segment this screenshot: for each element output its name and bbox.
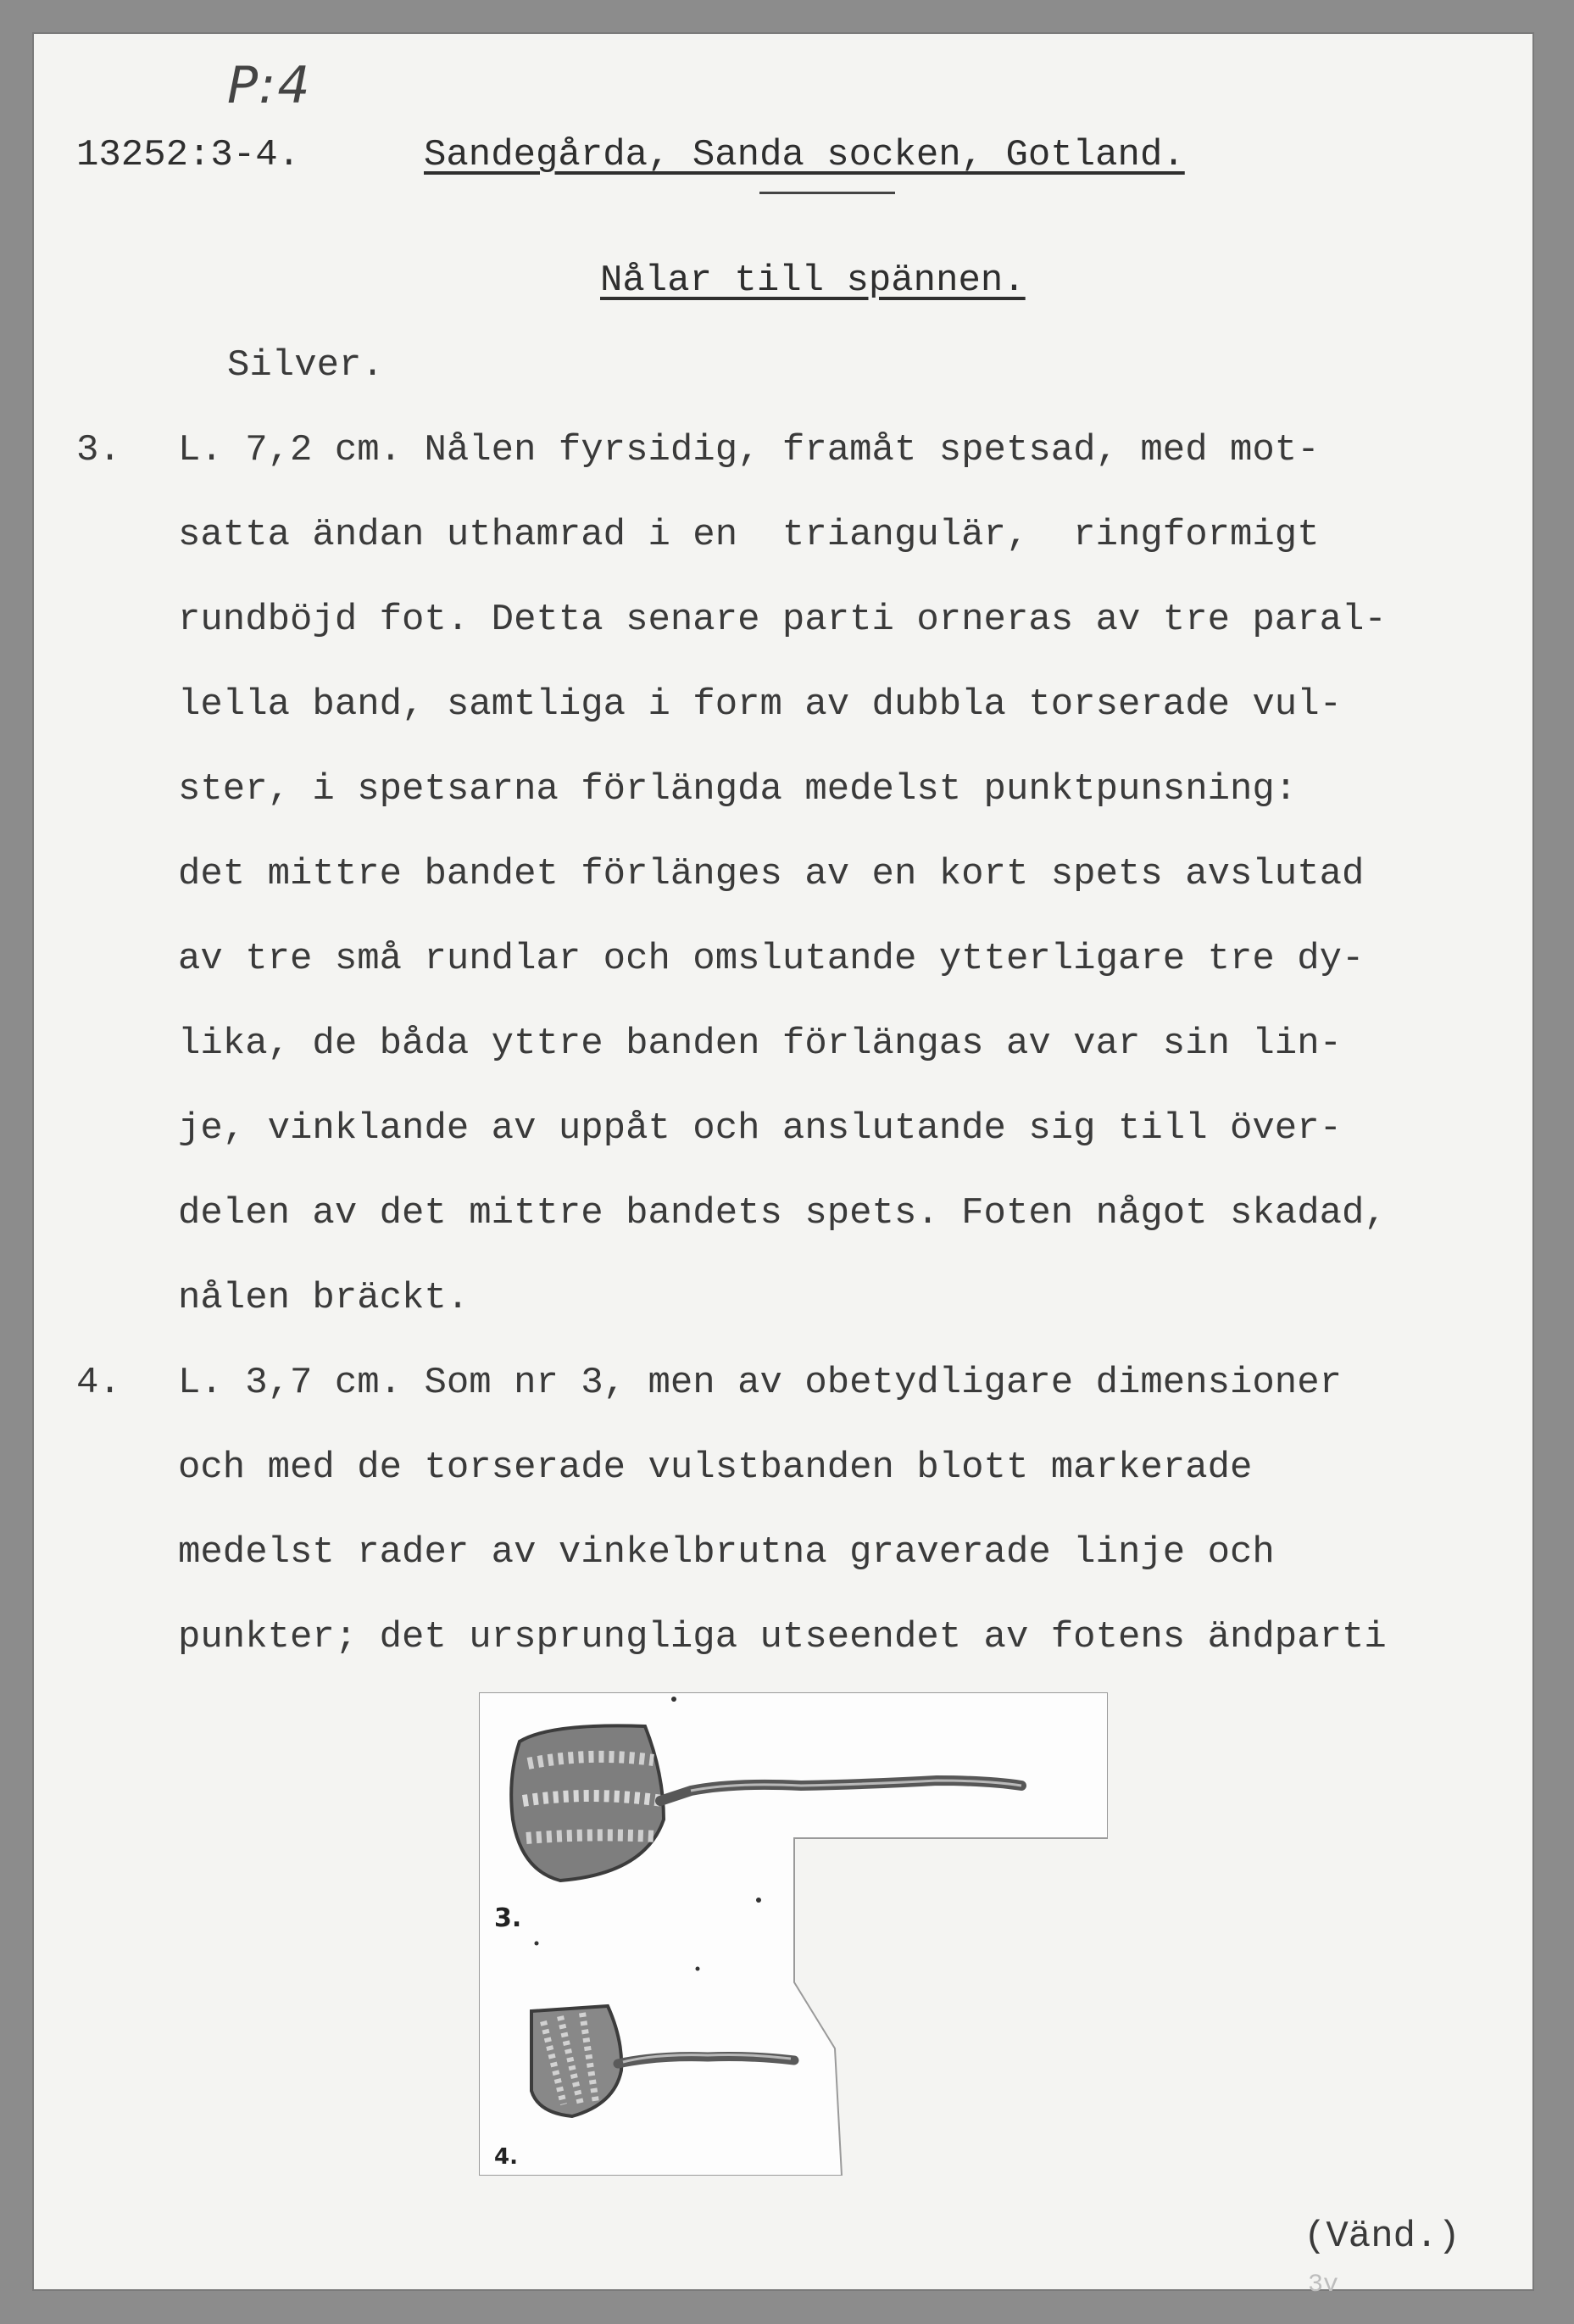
faint-mark: 3v bbox=[1308, 2271, 1339, 2299]
item-3-line: delen av det mittre bandets spets. Foten något skadad, bbox=[178, 1192, 1387, 1234]
item-4-line: L. 3,7 cm. Som nr 3, men av obetydligare dimensioner bbox=[178, 1362, 1343, 1404]
item-3-line: det mittre bandet förlänges av en kort spets avslutad bbox=[178, 853, 1365, 895]
item-4-number: 4. bbox=[76, 1362, 121, 1404]
artifact-photograph bbox=[479, 1692, 1108, 2176]
item-3-line: satta ändan uthamrad i en triangulär, ringformigt bbox=[178, 514, 1320, 556]
item-3-line: nålen bräckt. bbox=[178, 1277, 470, 1319]
place-underline-rule bbox=[759, 192, 895, 194]
item-4-line: punkter; det ursprungliga utseendet av fotens ändparti bbox=[178, 1616, 1387, 1658]
catalog-number: 13252:3-4. bbox=[76, 134, 301, 176]
card-heading: Nålar till spännen. bbox=[600, 259, 1026, 302]
turn-over-note: (Vänd.) bbox=[1304, 2215, 1460, 2258]
item-3-line: av tre små rundlar och omslutande ytterligare tre dy- bbox=[178, 938, 1365, 980]
catalog-card bbox=[32, 32, 1534, 2299]
pencil-mark: P:4 bbox=[227, 56, 312, 115]
item-3-line: ster, i spetsarna förlängda medelst punktpunsning: bbox=[178, 768, 1298, 811]
photo-label-3: 3. bbox=[494, 1903, 522, 1933]
find-place: Sandegårda, Sanda socken, Gotland. bbox=[424, 134, 1185, 176]
item-3-line: lella band, samtliga i form av dubbla torserade vul- bbox=[178, 683, 1343, 726]
material-label: Silver. bbox=[227, 344, 384, 387]
item-3-line: rundböjd fot. Detta senare parti orneras av tre paral- bbox=[178, 599, 1387, 641]
item-4-line: medelst rader av vinkelbrutna graverade linje och bbox=[178, 1531, 1275, 1574]
item-3-line: L. 7,2 cm. Nålen fyrsidig, framåt spetsad, med mot- bbox=[178, 429, 1320, 471]
item-3-line: je, vinklande av uppåt och anslutande sig till över- bbox=[178, 1107, 1343, 1150]
photo-label-4: 4. bbox=[494, 2144, 518, 2170]
item-3-number: 3. bbox=[76, 429, 121, 471]
item-3-line: lika, de båda yttre banden förlängas av var sin lin- bbox=[178, 1023, 1343, 1065]
item-4-line: och med de torserade vulstbanden blott markerade bbox=[178, 1446, 1253, 1489]
